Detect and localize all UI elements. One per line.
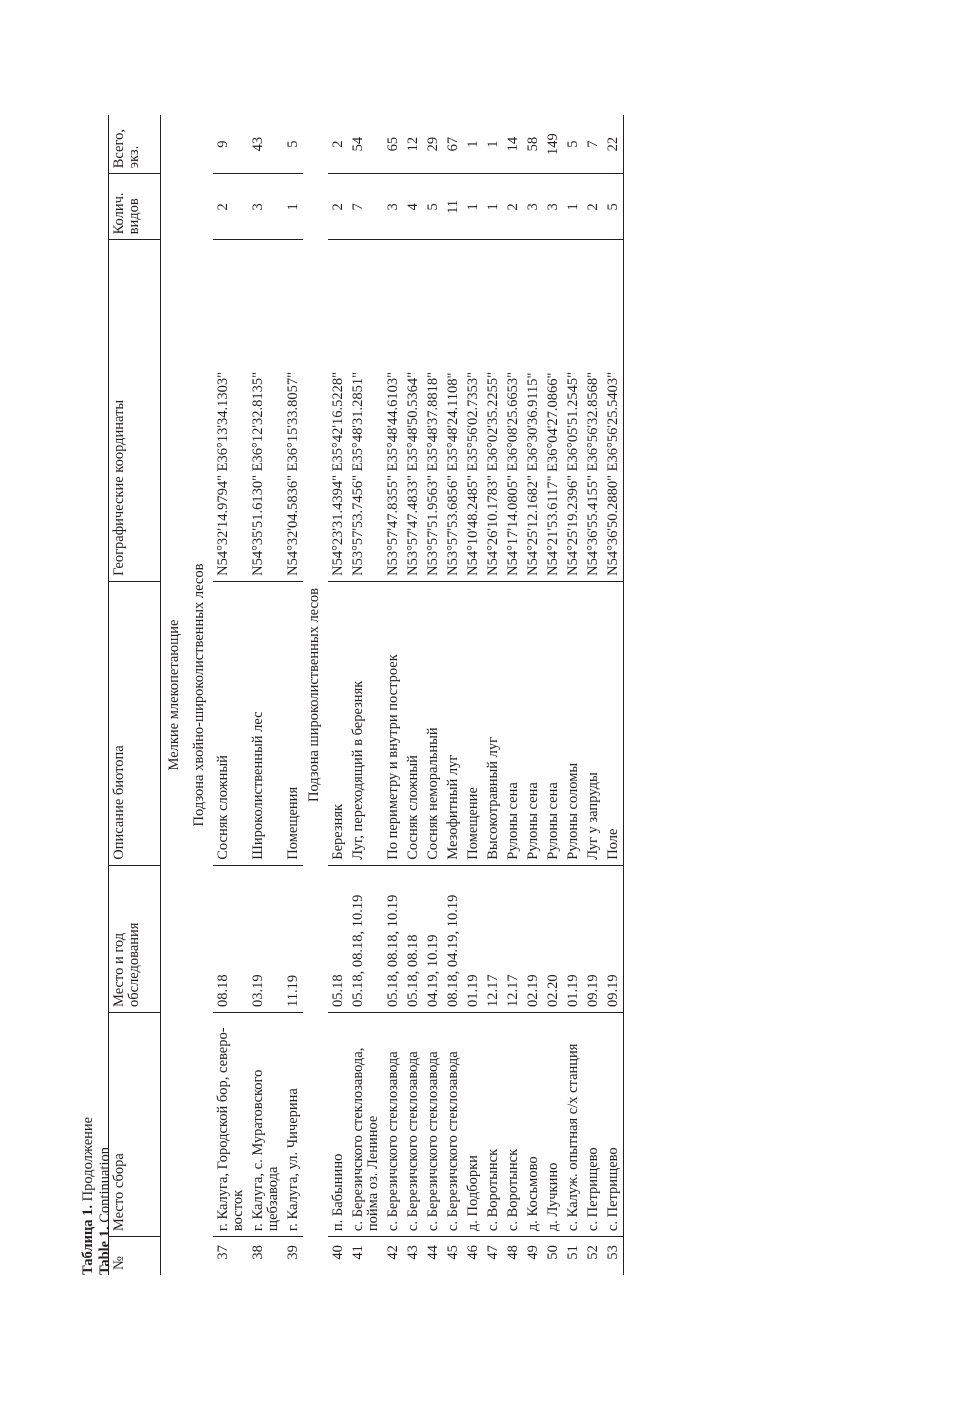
table-row	[328, 115, 348, 1275]
cell-coords: N54°26'10.1783" E36°02'35.2255"	[483, 240, 503, 581]
cell-place: с. Березичского стеклозавода	[423, 1013, 443, 1237]
cell-species: 1	[563, 174, 583, 240]
caption-en-lead: Table 1.	[97, 1226, 113, 1275]
table-row	[248, 115, 283, 1275]
cell-species: 5	[603, 174, 624, 240]
header-place: Место сбора	[109, 1013, 161, 1237]
caption-ru	[80, 95, 97, 1275]
cell-biotope: Рулоны сена	[543, 581, 563, 865]
cell-biotope: Луг у запруды	[583, 581, 603, 865]
cell-place: с. Петрищево	[603, 1013, 624, 1237]
cell-total: 67	[443, 115, 463, 174]
cell-place: д. Лучкино	[543, 1013, 563, 1237]
cell-biotope: Сосняк неморальный	[423, 581, 443, 865]
table-row	[563, 115, 583, 1275]
cell-species: 1	[463, 174, 483, 240]
cell-total: 22	[603, 115, 624, 174]
cell-biotope: Мезофитный луг	[443, 581, 463, 865]
group-row	[161, 115, 189, 1275]
cell-place: с. Воротынск	[503, 1013, 523, 1237]
header-row	[109, 115, 161, 1275]
cell-total: 7	[583, 115, 603, 174]
cell-coords: N54°10'48.2485" E35°56'02.7353"	[463, 240, 483, 581]
cell-total: 12	[403, 115, 423, 174]
cell-no: 49	[525, 1245, 541, 1260]
cell-no: 40	[330, 1245, 346, 1260]
cell-total: 43	[248, 115, 283, 174]
table-row	[583, 115, 603, 1275]
cell-total: 1	[483, 115, 503, 174]
cell-place: г. Калуга, ул. Чичерина	[283, 1013, 303, 1237]
cell-biotope: Поле	[603, 581, 624, 865]
cell-biotope: Березняк	[328, 581, 348, 865]
cell-total: 2	[328, 115, 348, 174]
cell-date: 03.19	[248, 865, 283, 1012]
cell-biotope: Помещения	[283, 581, 303, 865]
cell-date: 05.18, 08.18, 10.19	[383, 865, 403, 1012]
cell-species: 2	[328, 174, 348, 240]
subzone-row-2	[303, 115, 328, 1275]
table-row	[543, 115, 563, 1275]
cell-biotope: Рулоны сена	[503, 581, 523, 865]
cell-species: 2	[503, 174, 523, 240]
cell-no: 45	[445, 1245, 461, 1260]
cell-coords: N54°35'51.6130" E36°12'32.8135"	[248, 240, 283, 581]
cell-date: 02.19	[523, 865, 543, 1012]
cell-date: 12.17	[503, 865, 523, 1012]
cell-date: 01.19	[563, 865, 583, 1012]
cell-total: 5	[283, 115, 303, 174]
table-row	[503, 115, 523, 1275]
cell-no: 43	[405, 1245, 421, 1260]
header-total: Всего, экз.	[109, 115, 161, 174]
cell-total: 149	[543, 115, 563, 174]
cell-no: 52	[585, 1245, 601, 1260]
cell-coords: N54°36'50.2880" E36°56'25.5403"	[603, 240, 624, 581]
caption-ru-rest: Продолжение	[80, 1116, 96, 1205]
cell-total: 65	[383, 115, 403, 174]
cell-date: 05.18, 08.18	[403, 865, 423, 1012]
cell-total: 29	[423, 115, 443, 174]
header-biotope: Описание биотопа	[109, 581, 161, 865]
header-date: Место и год обследования	[109, 865, 161, 1012]
cell-place: с. Калуж. опытная с/х станция	[563, 1013, 583, 1237]
cell-no: 50	[545, 1245, 561, 1260]
cell-species: 1	[483, 174, 503, 240]
cell-biotope: Высокотравный луг	[483, 581, 503, 865]
cell-coords: N54°17'14.0805" E36°08'25.6653"	[503, 240, 523, 581]
cell-species: 3	[248, 174, 283, 240]
cell-place: д. Подборки	[463, 1013, 483, 1237]
table-row	[463, 115, 483, 1275]
cell-place: п. Бабынино	[328, 1013, 348, 1237]
cell-coords: N54°21'53.6117" E36°04'27.0866"	[543, 240, 563, 581]
cell-species: 3	[523, 174, 543, 240]
cell-coords: N53°57'53.6856" E35°48'24.1108"	[443, 240, 463, 581]
cell-coords: N53°57'47.4833" E35°48'50.5364"	[403, 240, 423, 581]
cell-species: 11	[443, 174, 463, 240]
cell-coords: N53°57'47.8355" E35°48'44.6103"	[383, 240, 403, 581]
cell-total: 5	[563, 115, 583, 174]
table-row	[383, 115, 403, 1275]
cell-total: 9	[213, 115, 248, 174]
table-row	[213, 115, 248, 1275]
rotated-table-page	[80, 95, 880, 1275]
table-row	[403, 115, 423, 1275]
caption-ru-lead: Таблица 1.	[80, 1204, 96, 1275]
cell-total: 1	[463, 115, 483, 174]
cell-species: 2	[213, 174, 248, 240]
cell-biotope: Рулоны соломы	[563, 581, 583, 865]
data-table	[108, 115, 624, 1275]
cell-species: 5	[423, 174, 443, 240]
cell-biotope: Луг, переходящий в березняк	[348, 581, 383, 865]
cell-total: 54	[348, 115, 383, 174]
cell-no: 39	[285, 1245, 301, 1260]
cell-biotope: Помещение	[463, 581, 483, 865]
cell-coords: N54°32'14.9794" E36°13'34.1303"	[213, 240, 248, 581]
cell-coords: N53°57'51.9563" E35°48'37.8818"	[423, 240, 443, 581]
cell-date: 05.18, 08.18, 10.19	[348, 865, 383, 1012]
cell-species: 4	[403, 174, 423, 240]
table-body	[161, 115, 624, 1275]
cell-coords: N54°25'19.2396" E36°05'51.2545"	[563, 240, 583, 581]
cell-no: 44	[425, 1245, 441, 1260]
cell-biotope: Рулоны сена	[523, 581, 543, 865]
caption-en-rest: Continuation	[97, 1147, 113, 1227]
cell-coords: N53°57'53.7456" E35°48'31.2851"	[348, 240, 383, 581]
cell-date: 12.17	[483, 865, 503, 1012]
cell-no: 48	[505, 1245, 521, 1260]
table-row	[283, 115, 303, 1275]
cell-coords: N54°36'55.4155" E36°56'32.8568"	[583, 240, 603, 581]
cell-species: 2	[583, 174, 603, 240]
cell-date: 11.19	[283, 865, 303, 1012]
cell-place: с. Березичского стеклозавода, пойма оз. Лениное	[348, 1013, 383, 1237]
cell-no: 51	[565, 1245, 581, 1260]
cell-no: 42	[385, 1245, 401, 1260]
subzone-label-1: Подзона хвойно-широколиственных лесов	[191, 563, 207, 827]
cell-place: с. Березичского стеклозавода	[443, 1013, 463, 1237]
cell-species: 1	[283, 174, 303, 240]
cell-place: с. Березичского стеклозавода	[383, 1013, 403, 1237]
cell-coords: N54°32'04.5836" E36°15'33.8057"	[283, 240, 303, 581]
cell-no: 46	[465, 1245, 481, 1260]
cell-place: г. Калуга, Городской бор, северо-восток	[213, 1013, 248, 1237]
cell-date: 08.18	[213, 865, 248, 1012]
header-no: №	[109, 1237, 161, 1275]
cell-date: 01.19	[463, 865, 483, 1012]
cell-species: 3	[383, 174, 403, 240]
cell-date: 08.18, 04.19, 10.19	[443, 865, 463, 1012]
cell-biotope: По периметру и внутри построек	[383, 581, 403, 865]
cell-coords: N54°25'12.1682" E36°30'36.9115"	[523, 240, 543, 581]
cell-date: 09.19	[603, 865, 624, 1012]
table-row	[443, 115, 463, 1275]
cell-place: с. Березичского стеклозавода	[403, 1013, 423, 1237]
cell-coords: N54°23'31.4394" E35°42'16.5228"	[328, 240, 348, 581]
cell-biotope: Широколиственный лес	[248, 581, 283, 865]
group-label: Мелкие млекопетающие	[166, 619, 182, 771]
cell-date: 02.20	[543, 865, 563, 1012]
cell-place: д. Косьмово	[523, 1013, 543, 1237]
cell-species: 7	[348, 174, 383, 240]
table-row	[603, 115, 624, 1275]
cell-total: 14	[503, 115, 523, 174]
table-row	[523, 115, 543, 1275]
cell-biotope: Сосняк сложный	[213, 581, 248, 865]
cell-date: 04.19, 10.19	[423, 865, 443, 1012]
cell-no: 38	[250, 1245, 266, 1260]
cell-no: 41	[350, 1245, 366, 1260]
table-row	[348, 115, 383, 1275]
subzone-row-1	[188, 115, 213, 1275]
cell-biotope: Сосняк сложный	[403, 581, 423, 865]
header-species: Колич. видов	[109, 174, 161, 240]
cell-place: с. Петрищево	[583, 1013, 603, 1237]
cell-date: 05.18	[328, 865, 348, 1012]
table-row	[423, 115, 443, 1275]
cell-place: г. Калуга, с. Муратовского щебзавода	[248, 1013, 283, 1237]
cell-no: 47	[485, 1245, 501, 1260]
cell-no: 53	[603, 1237, 624, 1275]
header-coords: Географические координаты	[109, 240, 161, 581]
table-row	[483, 115, 503, 1275]
cell-total: 58	[523, 115, 543, 174]
cell-date: 09.19	[583, 865, 603, 1012]
cell-place: с. Воротынск	[483, 1013, 503, 1237]
cell-species: 3	[543, 174, 563, 240]
cell-no: 37	[215, 1245, 231, 1260]
subzone-label-2: Подзона широколиственных лесов	[306, 587, 322, 803]
